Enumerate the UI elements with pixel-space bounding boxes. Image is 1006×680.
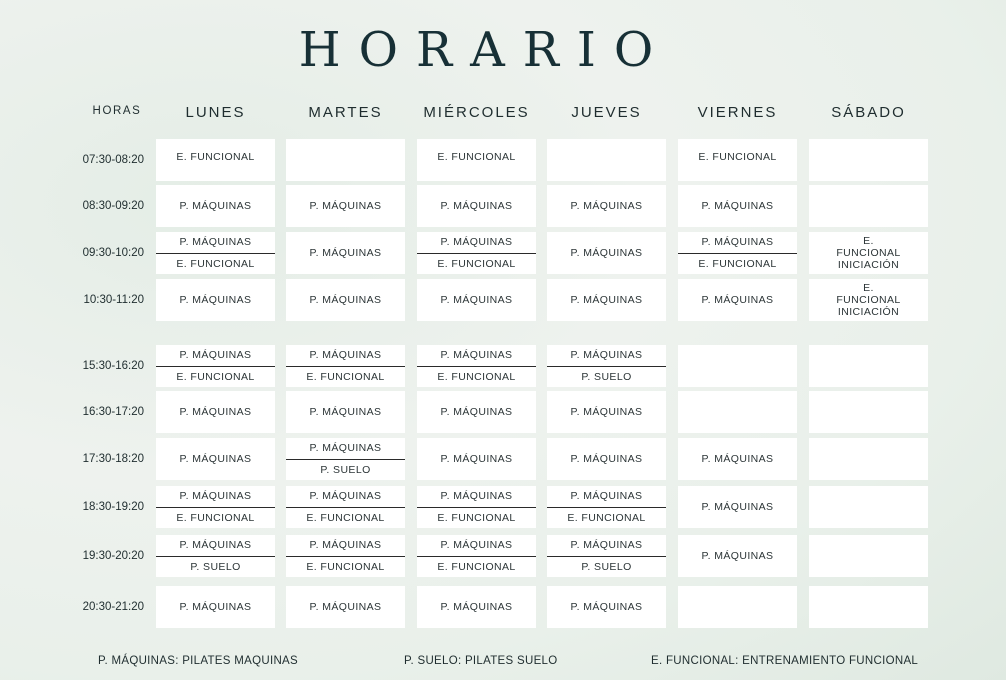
legend-suelo: P. SUELO: PILATES SUELO [404,655,558,667]
schedule-cell [156,232,275,274]
class-entry: P. MÁQUINAS [179,200,252,212]
schedule-cell [547,586,666,628]
class-entry: P. MÁQUINAS [440,200,513,212]
legend-maquinas: P. MÁQUINAS: PILATES MAQUINAS [98,655,298,667]
schedule-cell [678,345,797,387]
page-title: HORARIO [298,22,672,78]
class-entry: P. MÁQUINAS [570,453,643,465]
class-entry: P. MÁQUINAS [309,539,382,552]
schedule-cell [547,486,666,528]
class-entry: E. FUNCIONAL [176,511,255,524]
class-entry: P. MÁQUINAS [570,539,643,552]
class-entry: E. FUNCIONAL [437,370,516,383]
class-entry: P. MÁQUINAS [440,294,513,306]
schedule-cell [809,486,928,528]
day-header: MARTES [308,104,383,121]
schedule-cell [809,232,928,274]
time-slot-label: 07:30-08:20 [82,154,144,166]
schedule-cell [286,535,405,577]
schedule-cell [417,185,536,227]
class-entry: E. FUNCIONAL [306,560,385,573]
class-entry: P. MÁQUINAS [701,200,774,212]
schedule-cell [286,438,405,480]
class-entry: E. FUNCIONAL [437,511,516,524]
schedule-cell [286,139,405,181]
schedule-cell [547,391,666,433]
class-entry: P. MÁQUINAS [179,453,252,465]
class-entry: P. SUELO [190,560,241,573]
schedule-cell [547,535,666,577]
class-entry: P. MÁQUINAS [179,349,252,362]
schedule-cell [678,279,797,321]
schedule-cell [547,438,666,480]
class-entry: E. FUNCIONAL [306,511,385,524]
class-entry: P. MÁQUINAS [701,294,774,306]
class-entry: P. MÁQUINAS [440,490,513,503]
class-entry: P. SUELO [581,560,632,573]
class-entry: E. FUNCIONAL INICIACIÓN [836,235,901,271]
class-entry: P. MÁQUINAS [309,406,382,418]
class-entry: E. FUNCIONAL [306,370,385,383]
class-entry: P. MÁQUINAS [440,236,513,249]
schedule-cell [286,486,405,528]
schedule-cell [156,486,275,528]
schedule-cell [547,232,666,274]
time-slot-label: 08:30-09:20 [82,200,144,212]
schedule-cell [156,535,275,577]
schedule-cell [809,279,928,321]
schedule-cell [678,139,797,181]
schedule-cell [417,586,536,628]
schedule-cell [417,535,536,577]
class-entry: E. FUNCIONAL INICIACIÓN [836,282,901,318]
class-entry: P. MÁQUINAS [440,453,513,465]
schedule-cell [156,185,275,227]
class-entry: P. SUELO [320,463,371,476]
class-entry: P. MÁQUINAS [440,539,513,552]
class-entry: E. FUNCIONAL [437,257,516,270]
class-entry: P. MÁQUINAS [701,501,774,513]
schedule-cell [286,586,405,628]
horas-column-header: HORAS [92,105,142,117]
class-entry: P. MÁQUINAS [179,601,252,613]
schedule-cell [547,185,666,227]
time-slot-label: 20:30-21:20 [82,601,144,613]
class-entry: P. MÁQUINAS [701,236,774,249]
class-entry: E. FUNCIONAL [567,511,646,524]
class-entry: P. MÁQUINAS [309,247,382,259]
class-entry: P. MÁQUINAS [570,601,643,613]
schedule-cell [286,391,405,433]
class-entry: P. MÁQUINAS [440,349,513,362]
schedule-cell [809,586,928,628]
schedule-cell [286,232,405,274]
schedule-cell [417,232,536,274]
class-entry: E. FUNCIONAL [437,560,516,573]
time-slot-label: 09:30-10:20 [82,247,144,259]
schedule-cell [809,139,928,181]
schedule-cell [809,185,928,227]
class-entry: P. SUELO [581,370,632,383]
class-entry: P. MÁQUINAS [570,294,643,306]
class-entry: P. MÁQUINAS [570,490,643,503]
schedule-cell [547,139,666,181]
schedule-cell [156,139,275,181]
class-entry: P. MÁQUINAS [309,294,382,306]
class-entry: P. MÁQUINAS [440,406,513,418]
class-entry: P. MÁQUINAS [570,406,643,418]
class-entry: P. MÁQUINAS [309,601,382,613]
schedule-cell [678,438,797,480]
class-entry: P. MÁQUINAS [570,200,643,212]
schedule-cell [156,279,275,321]
class-entry: P. MÁQUINAS [309,200,382,212]
schedule-cell [156,391,275,433]
day-header: JUEVES [571,104,642,121]
time-slot-label: 17:30-18:20 [82,453,144,465]
schedule-cell [417,345,536,387]
time-slot-label: 15:30-16:20 [82,360,144,372]
class-entry: E. FUNCIONAL [437,151,516,163]
class-entry: E. FUNCIONAL [698,257,777,270]
class-entry: E. FUNCIONAL [176,370,255,383]
schedule-cell [156,438,275,480]
time-slot-label: 18:30-19:20 [82,501,144,513]
schedule-cell [417,391,536,433]
schedule-cell [417,139,536,181]
schedule-cell [809,345,928,387]
class-entry: P. MÁQUINAS [440,601,513,613]
class-entry: P. MÁQUINAS [309,349,382,362]
schedule-cell [547,279,666,321]
class-entry: P. MÁQUINAS [179,490,252,503]
schedule-cell [678,185,797,227]
class-entry: E. FUNCIONAL [698,151,777,163]
class-entry: P. MÁQUINAS [309,490,382,503]
class-entry: P. MÁQUINAS [179,236,252,249]
schedule-cell [809,535,928,577]
class-entry: P. MÁQUINAS [701,550,774,562]
schedule-cell [678,486,797,528]
schedule-cell [286,279,405,321]
schedule-cell [417,486,536,528]
day-header: LUNES [185,104,246,121]
schedule-cell [286,345,405,387]
schedule-cell [417,279,536,321]
day-header: SÁBADO [831,104,906,121]
class-entry: P. MÁQUINAS [179,539,252,552]
class-entry: P. MÁQUINAS [179,294,252,306]
schedule-cell [547,345,666,387]
class-entry: P. MÁQUINAS [309,442,382,455]
time-slot-label: 16:30-17:20 [82,406,144,418]
schedule-cell [286,185,405,227]
class-entry: P. MÁQUINAS [570,349,643,362]
schedule-cell [809,438,928,480]
day-header: MIÉRCOLES [423,104,530,121]
schedule-cell [678,391,797,433]
schedule-cell [678,586,797,628]
class-entry: E. FUNCIONAL [176,257,255,270]
schedule-cell [809,391,928,433]
day-header: VIERNES [697,104,778,121]
schedule-cell [156,586,275,628]
class-entry: P. MÁQUINAS [179,406,252,418]
schedule-cell [678,232,797,274]
class-entry: E. FUNCIONAL [176,151,255,163]
schedule-cell [156,345,275,387]
schedule-cell [417,438,536,480]
legend-funcional: E. FUNCIONAL: ENTRENAMIENTO FUNCIONAL [651,655,919,667]
time-slot-label: 10:30-11:20 [83,294,144,306]
schedule-cell [678,535,797,577]
class-entry: P. MÁQUINAS [570,247,643,259]
time-slot-label: 19:30-20:20 [82,550,144,562]
class-entry: P. MÁQUINAS [701,453,774,465]
